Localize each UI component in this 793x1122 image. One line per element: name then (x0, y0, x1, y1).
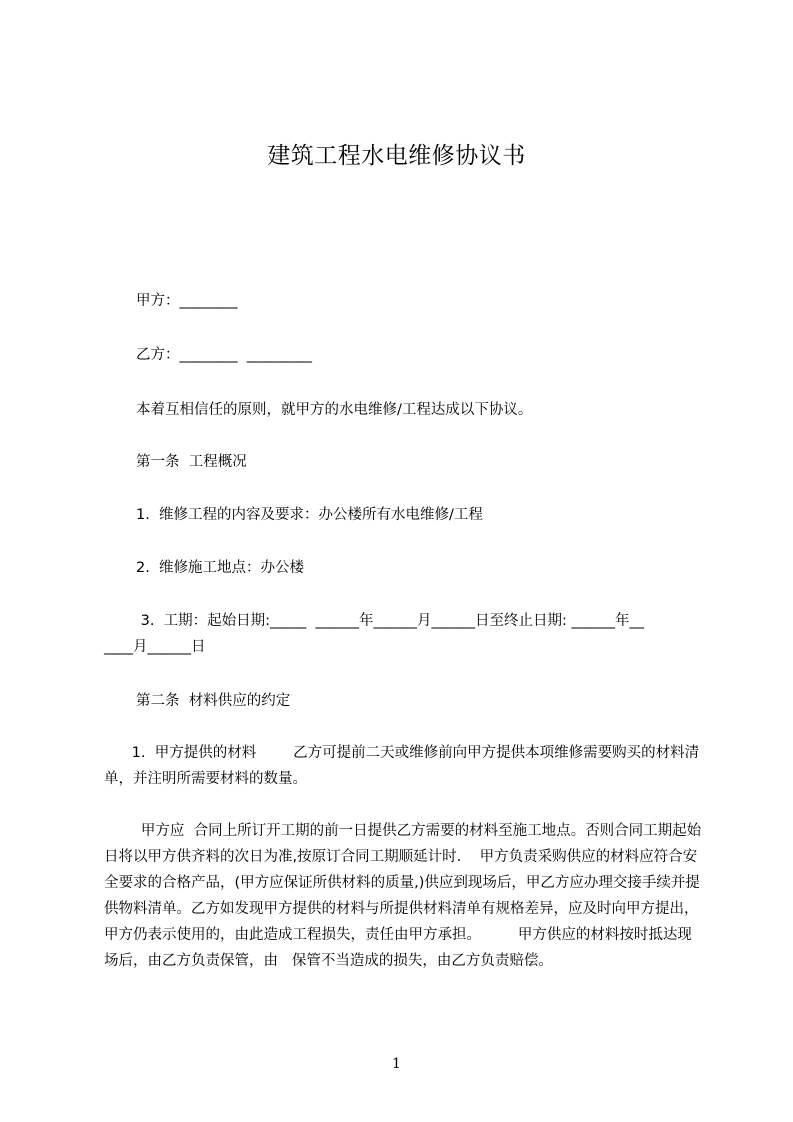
article-1-item-2: 2. 维修施工地点：办公楼 (136, 560, 305, 576)
article-1-item-3-line-2: ____月______日 (104, 639, 206, 655)
article-2-heading: 第二条 材料供应的约定 (136, 693, 291, 709)
article-1-item-1: 1. 维修工程的内容及要求：办公楼所有水电维修/工程 (136, 507, 483, 523)
page-number: 1 (392, 1056, 401, 1072)
party-b-line: 乙方：________ _________ (136, 347, 312, 363)
article-2-item-1: 1. 甲方提供的材料 乙方可提前二天或维修前向甲方提供本项维修需要购买的材料清单，并注明所需要材料的数量。 (104, 745, 700, 787)
document-title: 建筑工程水电维修协议书 (267, 143, 526, 169)
article-1-item-3-line-1: 3. 工期：起始日期:_____ ______年______月______日至终止日期: ______年__ (136, 613, 645, 629)
article-1-heading: 第一条 工程概况 (136, 454, 247, 470)
party-a-line: 甲方：________ (136, 293, 238, 309)
intro-text: 本着互相信任的原则，就甲方的水电维修/工程达成以下协议。 (136, 402, 533, 418)
article-2-paragraph: 甲方应 合同上所订开工期的前一日提供乙方需要的材料至施工地点。否则合同工期起始日将以甲方供齐料的次日为准,按原订合同工期顺延计时. 甲方负责采购供应的材料应符合安全要求的合格产品，(甲方应保证所供材料的质量,)供应到现场后，甲乙方应办理交接手续并提供物料清单。乙方如发现甲方提供的材料与所提供材料清单有规格差异，应及时向甲方提出，甲方仍表示使用的，由此造成工程损失，责任由甲方承担。 甲方供应的材料按时抵达现场后，由乙方负责保管，由 保管不当造成的损失，由乙方负责赔偿。 (104, 823, 702, 969)
